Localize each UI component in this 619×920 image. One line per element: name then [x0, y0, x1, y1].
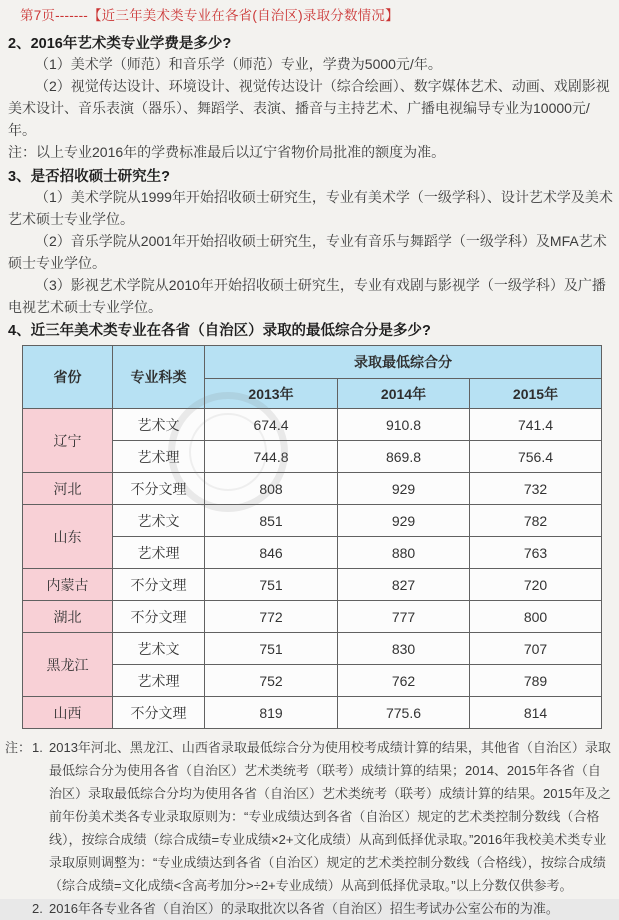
score-table [22, 345, 602, 729]
page-title: 第7页-------【近三年美术类专业在各省(自治区)录取分数情况】 [20, 8, 399, 23]
province-cell: 黑龙江 [23, 633, 113, 697]
header-category: 专业科类 [113, 346, 205, 409]
score-cell: 814 [470, 697, 602, 729]
notes-section [5, 736, 615, 920]
province-cell: 湖北 [23, 601, 113, 633]
score-cell: 756.4 [470, 441, 602, 473]
score-cell: 851 [205, 505, 338, 537]
score-cell: 929 [338, 473, 470, 505]
score-cell: 869.8 [338, 441, 470, 473]
score-cell: 732 [470, 473, 602, 505]
score-cell: 880 [338, 537, 470, 569]
note-item [32, 897, 615, 920]
score-table-body [23, 409, 602, 729]
notes-prefix: 注： [5, 740, 32, 755]
fee-paragraph-1: （1）美术学（师范）和音乐学（师范）专业，学费为5000元/年。 [35, 56, 442, 72]
category-cell: 艺术文 [113, 409, 205, 441]
note-number: 2. [32, 901, 43, 916]
score-cell: 929 [338, 505, 470, 537]
score-cell: 777 [338, 601, 470, 633]
province-cell: 山东 [23, 505, 113, 569]
province-cell: 辽宁 [23, 409, 113, 473]
score-cell: 751 [205, 633, 338, 665]
section-heading-graduate: 3、是否招收硕士研究生? [8, 169, 170, 185]
score-cell: 674.4 [205, 409, 338, 441]
score-cell: 775.6 [338, 697, 470, 729]
graduate-paragraph-1: （1）美术学院从1999年开始招收硕士研究生，专业有美术学（一级学科）、设计艺术学及美术艺术硕士专业学位。 [8, 189, 613, 227]
category-cell: 艺术理 [113, 441, 205, 473]
score-cell: 846 [205, 537, 338, 569]
category-cell: 不分文理 [113, 601, 205, 633]
notes-list [32, 736, 615, 920]
province-cell: 内蒙古 [23, 569, 113, 601]
header-year-2013: 2013年 [205, 379, 338, 409]
category-cell: 不分文理 [113, 569, 205, 601]
category-cell: 艺术文 [113, 505, 205, 537]
section-heading-fee: 2、2016年艺术类专业学费是多少? [8, 36, 232, 52]
section-heading-scores: 4、近三年美术类专业在各省（自治区）录取的最低综合分是多少? [8, 323, 431, 339]
note-number: 1. [32, 740, 43, 755]
score-cell: 762 [338, 665, 470, 697]
score-table-header [23, 346, 602, 409]
category-cell: 不分文理 [113, 697, 205, 729]
fee-paragraph-2: （2）视觉传达设计、环境设计、视觉传达设计（综合绘画）、数字媒体艺术、动画、戏剧影视美术设计、音乐表演（器乐）、舞蹈学、表演、播音与主持艺术、广播电视编导专业为10000元/年。 [8, 78, 610, 138]
category-cell: 艺术理 [113, 537, 205, 569]
header-score-group: 录取最低综合分 [205, 346, 602, 379]
header-province: 省份 [23, 346, 113, 409]
province-cell: 山西 [23, 697, 113, 729]
province-cell: 河北 [23, 473, 113, 505]
note-text: 2016年各专业各省（自治区）的录取批次以各省（自治区）招生考试办公室公布的为准。 [49, 901, 559, 916]
score-cell: 741.4 [470, 409, 602, 441]
score-cell: 830 [338, 633, 470, 665]
category-cell: 艺术理 [113, 665, 205, 697]
graduate-paragraph-2: （2）音乐学院从2001年开始招收硕士研究生，专业有音乐与舞蹈学（一级学科）及MFA艺术硕士专业学位。 [8, 233, 607, 271]
score-cell: 789 [470, 665, 602, 697]
score-row [23, 409, 602, 441]
fee-note: 注：以上专业2016年的学费标准最后以辽宁省物价局批准的额度为准。 [8, 144, 446, 160]
note-text: 2013年河北、黑龙江、山西省录取最低综合分为使用校考成绩计算的结果，其他省（自治区）录取最低综合分为使用各省（自治区）艺术类统考（联考）成绩计算的结果；2014、2015年各省（自治区）录取最低综合分均为使用各省（自治区）艺术类统考（联考）成绩计算的结果。2015年及之前年份美术类各专业录取原则为：“专业成绩达到各省（自治区）规定的艺术类控制分数线（合格线），按综合成绩（综合成绩=专业成绩×2+文化成绩）从高到低择优录取。”2016年我校美术类专业录取原则调整为：“专业成绩达到各省（自治区）规定的艺术类控制分数线（合格线），按综合成绩（综合成绩=文化成绩<含高考加分>÷2+专业成绩）从高到低择优录取。”以上分数仅供参考。 [49, 740, 611, 893]
score-cell: 782 [470, 505, 602, 537]
score-cell: 808 [205, 473, 338, 505]
score-row [23, 633, 602, 665]
score-cell: 751 [205, 569, 338, 601]
score-cell: 827 [338, 569, 470, 601]
header-year-2014: 2014年 [338, 379, 470, 409]
score-row [23, 697, 602, 729]
score-row [23, 569, 602, 601]
score-row [23, 505, 602, 537]
score-cell: 800 [470, 601, 602, 633]
score-row [23, 601, 602, 633]
header-year-2015: 2015年 [470, 379, 602, 409]
score-cell: 772 [205, 601, 338, 633]
score-cell: 752 [205, 665, 338, 697]
score-cell: 707 [470, 633, 602, 665]
score-cell: 763 [470, 537, 602, 569]
score-cell: 819 [205, 697, 338, 729]
score-row [23, 473, 602, 505]
category-cell: 不分文理 [113, 473, 205, 505]
score-cell: 910.8 [338, 409, 470, 441]
note-item [32, 736, 615, 897]
score-cell: 744.8 [205, 441, 338, 473]
category-cell: 艺术文 [113, 633, 205, 665]
score-cell: 720 [470, 569, 602, 601]
graduate-paragraph-3: （3）影视艺术学院从2010年开始招收硕士研究生，专业有戏剧与影视学（一级学科）及广播电视艺术硕士专业学位。 [8, 277, 606, 315]
